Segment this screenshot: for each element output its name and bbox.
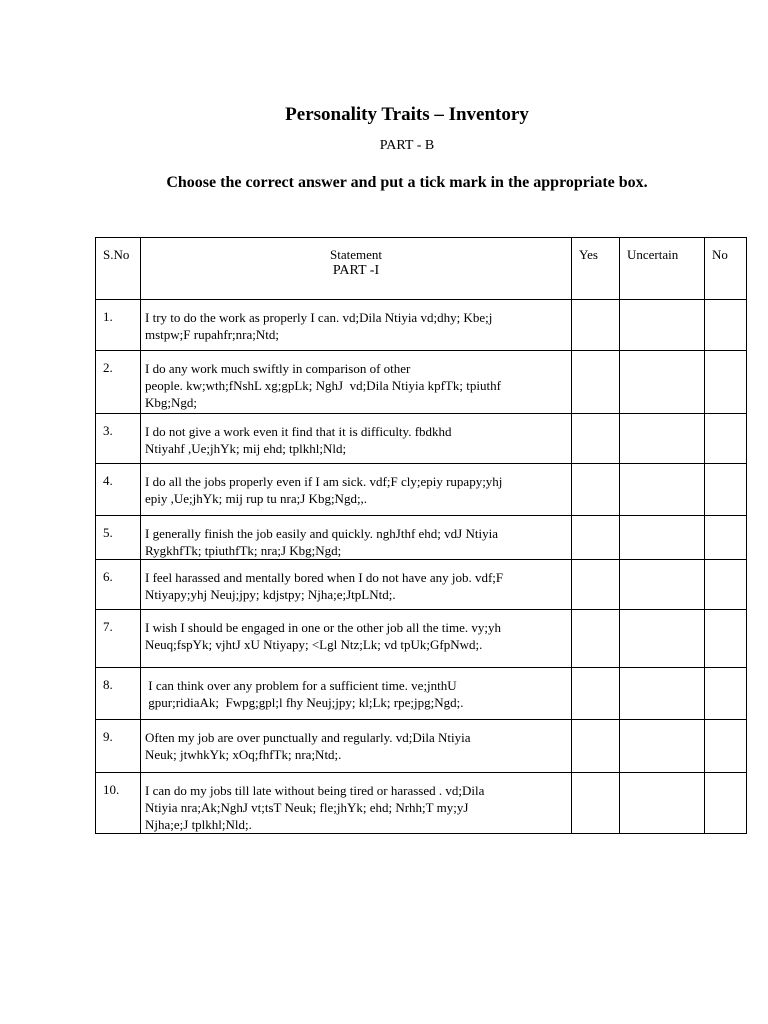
uncertain-box[interactable]: [620, 720, 705, 773]
statement-line: epiy ,Ue;jhYk; mij rup tu nra;J Kbg;Ngd;,.: [145, 491, 368, 506]
row-number: 8.: [96, 668, 141, 720]
row-number: 9.: [96, 720, 141, 773]
statement-line: Ntiyia nra;Ak;NghJ vt;tsT Neuk; fle;jhYk; ehd; Nrhh;T my;yJ: [145, 800, 469, 815]
uncertain-box[interactable]: [620, 668, 705, 720]
statement-line: I do not give a work even it find that it is difficulty. fbdkhd: [145, 424, 452, 439]
no-box[interactable]: [705, 773, 747, 834]
statement-line: people. kw;wth;fNshL xg;gpLk; NghJ vd;Dila Ntiyia kpfTk; tpiuthf: [145, 378, 501, 393]
no-box[interactable]: [705, 720, 747, 773]
no-box[interactable]: [705, 464, 747, 516]
uncertain-box[interactable]: [620, 560, 705, 610]
uncertain-box[interactable]: [620, 773, 705, 834]
yes-box[interactable]: [572, 610, 620, 668]
header-row: [96, 238, 747, 300]
table-row: [96, 668, 747, 720]
document-title: Personality Traits – Inventory: [285, 104, 529, 125]
statement-line: Ntiyapy;yhj Neuj;jpy; kdjstpy; Njha;e;JtpLNtd;.: [145, 587, 396, 602]
table-row: [96, 610, 747, 668]
statement-cell: [141, 516, 572, 560]
yes-box[interactable]: [572, 720, 620, 773]
statement-cell: [141, 720, 572, 773]
statement-line: Neuk; jtwhkYk; xOq;fhfTk; nra;Ntd;.: [145, 747, 342, 762]
statement-cell: [141, 668, 572, 720]
yes-box[interactable]: [572, 773, 620, 834]
header-statement-label: Statement: [330, 247, 382, 262]
table-row: [96, 351, 747, 414]
statement-line: Ntiyahf ,Ue;jhYk; mij ehd; tplkhl;Nld;: [145, 441, 347, 456]
uncertain-box[interactable]: [620, 414, 705, 464]
uncertain-box[interactable]: [620, 300, 705, 351]
table-row: [96, 560, 747, 610]
table-row: [96, 464, 747, 516]
no-box[interactable]: [705, 610, 747, 668]
table-row: [96, 720, 747, 773]
row-number: 7.: [96, 610, 141, 668]
statement-line: I try to do the work as properly I can. vd;Dila Ntiyia vd;dhy; Kbe;j: [145, 310, 493, 325]
statement-cell: [141, 300, 572, 351]
header-no: No: [705, 238, 747, 300]
table-row: [96, 414, 747, 464]
statement-line: gpur;ridiaAk; Fwpg;gpl;l fhy Neuj;jpy; kl;Lk; rpe;jpg;Ngd;.: [145, 695, 464, 710]
inventory-table: [95, 237, 747, 834]
row-number: 4.: [96, 464, 141, 516]
row-number: 3.: [96, 414, 141, 464]
statement-line: Njha;e;J tplkhl;Nld;.: [145, 817, 252, 832]
uncertain-box[interactable]: [620, 610, 705, 668]
table-row: [96, 300, 747, 351]
no-box[interactable]: [705, 351, 747, 414]
header-statement-part: PART -I: [332, 263, 380, 278]
statement-line: I wish I should be engaged in one or the other job all the time. vy;yh: [145, 620, 501, 635]
row-number: 10.: [96, 773, 141, 834]
no-box[interactable]: [705, 300, 747, 351]
no-box[interactable]: [705, 668, 747, 720]
row-number: 5.: [96, 516, 141, 560]
no-box[interactable]: [705, 560, 747, 610]
yes-box[interactable]: [572, 668, 620, 720]
statement-line: Often my job are over punctually and regularly. vd;Dila Ntiyia: [145, 730, 471, 745]
statement-line: I can think over any problem for a sufficient time. ve;jnthU: [145, 678, 457, 693]
no-box[interactable]: [705, 414, 747, 464]
statement-line: I do all the jobs properly even if I am sick. vdf;F cly;epiy rupapy;yhj: [145, 474, 503, 489]
statement-line: I can do my jobs till late without being tired or harassed . vd;Dila: [145, 783, 485, 798]
statement-line: I do any work much swiftly in comparison of other: [145, 361, 411, 376]
statement-cell: [141, 351, 572, 414]
yes-box[interactable]: [572, 300, 620, 351]
statement-cell: [141, 610, 572, 668]
statement-cell: [141, 464, 572, 516]
no-box[interactable]: [705, 516, 747, 560]
uncertain-box[interactable]: [620, 516, 705, 560]
statement-line: I generally finish the job easily and quickly. nghJthf ehd; vdJ Ntiyia: [145, 526, 498, 541]
uncertain-box[interactable]: [620, 464, 705, 516]
statement-line: Kbg;Ngd;: [145, 395, 197, 410]
statement-cell: [141, 560, 572, 610]
uncertain-box[interactable]: [620, 351, 705, 414]
statement-line: RygkhfTk; tpiuthfTk; nra;J Kbg;Ngd;: [145, 543, 342, 558]
yes-box[interactable]: [572, 560, 620, 610]
statement-cell: [141, 414, 572, 464]
yes-box[interactable]: [572, 351, 620, 414]
instruction-text: Choose the correct answer and put a tick mark in the appropriate box.: [166, 174, 648, 191]
row-number: 1.: [96, 300, 141, 351]
statement-line: mstpw;F rupahfr;nra;Ntd;: [145, 327, 279, 342]
row-number: 6.: [96, 560, 141, 610]
row-number: 2.: [96, 351, 141, 414]
header-sno: S.No: [96, 238, 141, 300]
header-yes: Yes: [572, 238, 620, 300]
statement-line: I feel harassed and mentally bored when I do not have any job. vdf;F: [145, 570, 504, 585]
table-row: [96, 773, 747, 834]
yes-box[interactable]: [572, 414, 620, 464]
yes-box[interactable]: [572, 516, 620, 560]
header-statement: [141, 238, 572, 300]
statement-line: Neuq;fspYk; vjhtJ xU Ntiyapy; <Lgl Ntz;Lk; vd tpUk;GfpNwd;.: [145, 637, 483, 652]
yes-box[interactable]: [572, 464, 620, 516]
part-label: PART - B: [379, 138, 435, 153]
statement-cell: [141, 773, 572, 834]
header-uncertain: Uncertain: [620, 238, 705, 300]
table-row: [96, 516, 747, 560]
